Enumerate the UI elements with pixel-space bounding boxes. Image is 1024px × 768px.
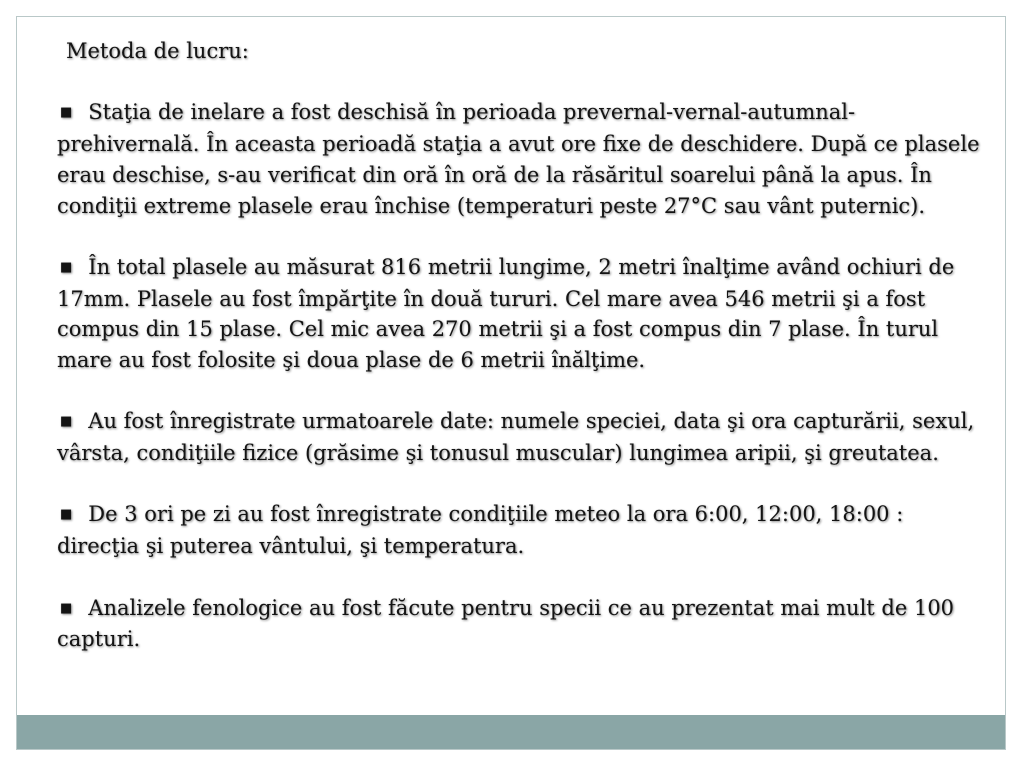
slide-heading: Metoda de lucru:: [66, 39, 249, 63]
square-bullet-icon: ■: [60, 259, 73, 275]
paragraph-text-1: Staţia de inelare a fost deschisă în perioada prevernal-vernal-autumnal-prehivernală. În aceasta perioadă staţia a avut ore fixe de deschidere. După ce plasele erau deschise, s-au verificat din oră în oră de la răsăritul soarelui până la apus. În condiţii extreme plasele erau închise (temperaturi peste 27°C sau vânt puternic).: [57, 100, 980, 218]
bullet-paragraph-4: [57, 499, 987, 561]
bullet-paragraph-5: [57, 593, 987, 655]
paragraph-text-4: De 3 ori pe zi au fost înregistrate condiţiile meteo la ora 6:00, 12:00, 18:00 : direcţia şi puterea vântului, şi temperatura.: [57, 502, 904, 559]
bullet-paragraph-2: [57, 252, 987, 376]
square-bullet-icon: ■: [60, 507, 73, 523]
slide-content: [57, 36, 987, 686]
footer-bar: [17, 715, 1005, 749]
square-bullet-icon: ■: [60, 414, 73, 430]
paragraph-text-3: Au fost înregistrate urmatoarele date: numele speciei, data şi ora capturării, sexul, vârsta, condiţiile fizice (grăsime şi tonusul muscular) lungimea aripii, şi greutatea.: [57, 409, 975, 466]
bullet-paragraph-1: [57, 97, 987, 221]
square-bullet-icon: ■: [60, 105, 73, 121]
square-bullet-icon: ■: [60, 600, 73, 616]
paragraph-text-5: Analizele fenologice au fost făcute pentru specii ce au prezentat mai mult de 100 capturi.: [57, 595, 955, 652]
paragraph-text-2: În total plasele au măsurat 816 metrii lungime, 2 metri înalţime având ochiuri de 17mm. Plasele au fost împărţite în două tururi. Cel mare avea 546 metrii şi a fost compus din 15 plase. Cel mic avea 270 metrii şi a fost compus din 7 plase. În turul mare au fost folosite şi doua plase de 6 metrii înălţime.: [57, 254, 955, 372]
slide: [16, 16, 1006, 750]
bullet-paragraph-3: [57, 406, 987, 468]
